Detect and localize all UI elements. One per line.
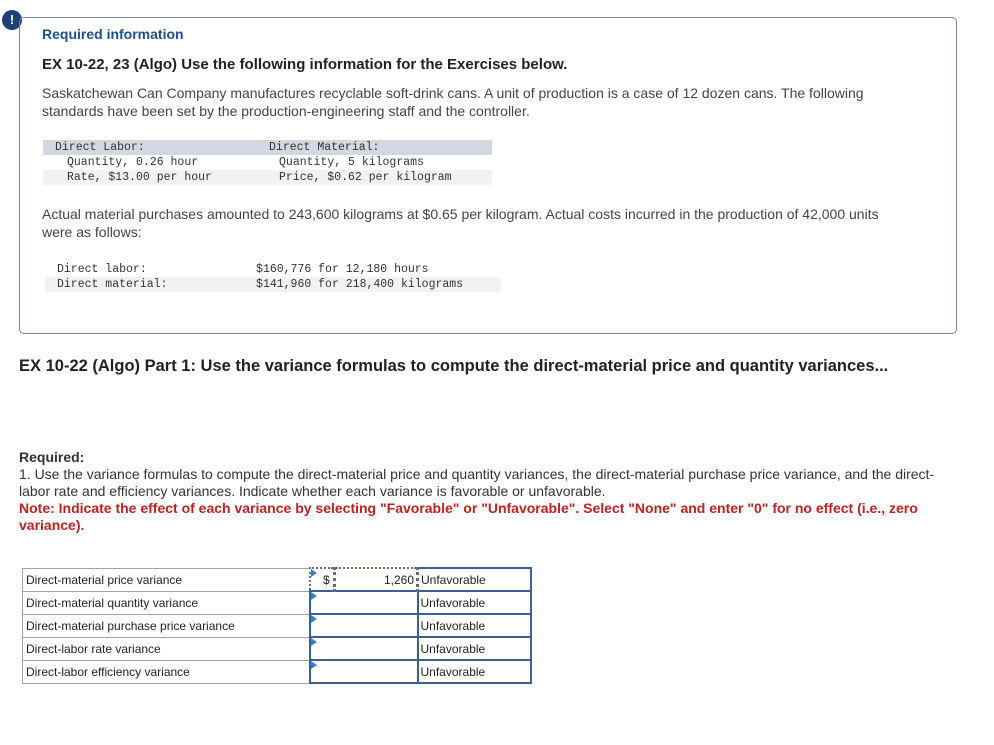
- variance-label: Direct-material purchase price variance: [23, 614, 311, 637]
- variance-label: Direct-material price variance: [23, 568, 311, 591]
- standards-table: [43, 140, 492, 185]
- variance-table: [22, 567, 532, 684]
- alert-icon: !: [2, 10, 22, 30]
- actual-value: $141,960 for 218,400 kilograms: [184, 277, 501, 292]
- effect-select[interactable]: [418, 637, 532, 660]
- currency-cell[interactable]: [310, 660, 335, 683]
- table-row: [23, 660, 532, 683]
- flag-icon: [311, 569, 317, 577]
- intro-text: Saskatchewan Can Company manufactures recyclable soft-drink cans. A unit of production is a case of 12 dozen cans. The following standards have been set by the production-engineering staff and the controller.: [42, 85, 864, 119]
- amount-input[interactable]: [335, 660, 418, 683]
- actual-value: $160,776 for 12,180 hours: [184, 262, 501, 277]
- currency-cell[interactable]: [310, 568, 335, 591]
- table-row: [23, 568, 532, 591]
- amount-input[interactable]: 1,260: [335, 568, 418, 591]
- labor-quantity: Quantity, 0.26 hour: [43, 155, 245, 170]
- currency-symbol: $: [323, 572, 330, 587]
- actual-costs-text: Actual material purchases amounted to 243,600 kilograms at $0.65 per kilogram. Actual costs incurred in the production of 42,000 units were as follows:: [42, 206, 879, 240]
- currency-cell[interactable]: [310, 637, 335, 660]
- flag-icon: [311, 661, 317, 669]
- variance-label: Direct-labor rate variance: [23, 637, 311, 660]
- required-section: [19, 449, 964, 534]
- flag-icon: [311, 592, 317, 600]
- currency-cell[interactable]: [310, 591, 335, 614]
- currency-cell[interactable]: [310, 614, 335, 637]
- table-row: [23, 591, 532, 614]
- effect-select[interactable]: [418, 591, 532, 614]
- variance-label: Direct-labor efficiency variance: [23, 660, 311, 683]
- effect-select[interactable]: [418, 568, 532, 591]
- labor-rate: Rate, $13.00 per hour: [43, 170, 245, 185]
- effect-value: Unfavorable: [420, 618, 486, 633]
- effect-value: Unfavorable: [421, 572, 486, 587]
- actual-label: Direct material:: [45, 277, 184, 292]
- actual-label: Direct labor:: [45, 262, 184, 277]
- variance-label: Direct-material quantity variance: [23, 591, 311, 614]
- material-price: Price, $0.62 per kilogram: [245, 170, 492, 185]
- flag-icon: [311, 615, 317, 623]
- actual-costs-table: [45, 262, 501, 292]
- effect-select[interactable]: [418, 660, 532, 683]
- flag-icon: [311, 638, 317, 646]
- labor-header: Direct Labor:: [43, 140, 245, 155]
- required-information-label: Required information: [42, 26, 184, 42]
- effect-value: Unfavorable: [420, 641, 486, 656]
- effect-value: Unfavorable: [420, 595, 486, 610]
- table-row: [23, 637, 532, 660]
- amount-input[interactable]: [335, 591, 418, 614]
- effect-select[interactable]: [418, 614, 532, 637]
- amount-input[interactable]: [335, 637, 418, 660]
- amount-input[interactable]: [335, 614, 418, 637]
- required-note: Note: Indicate the effect of each variance by selecting "Favorable" or "Unfavorable". Select "None" and enter "0" for no effect (i.e., zero variance).: [19, 500, 918, 533]
- material-quantity: Quantity, 5 kilograms: [245, 155, 492, 170]
- required-text: 1. Use the variance formulas to compute the direct-material price and quantity variances, the direct-material purchase price variance, and the direct-labor rate and efficiency variances. Indicate whether each variance is favorable or unfavorable.: [19, 466, 935, 499]
- required-label: Required:: [19, 449, 85, 465]
- table-row: [23, 614, 532, 637]
- part-title: EX 10-22 (Algo) Part 1: Use the variance formulas to compute the direct-material price and quantity variances...: [19, 357, 889, 375]
- material-header: Direct Material:: [245, 140, 492, 155]
- effect-value: Unfavorable: [420, 664, 486, 679]
- exercise-heading: EX 10-22, 23 (Algo) Use the following information for the Exercises below.: [42, 56, 568, 73]
